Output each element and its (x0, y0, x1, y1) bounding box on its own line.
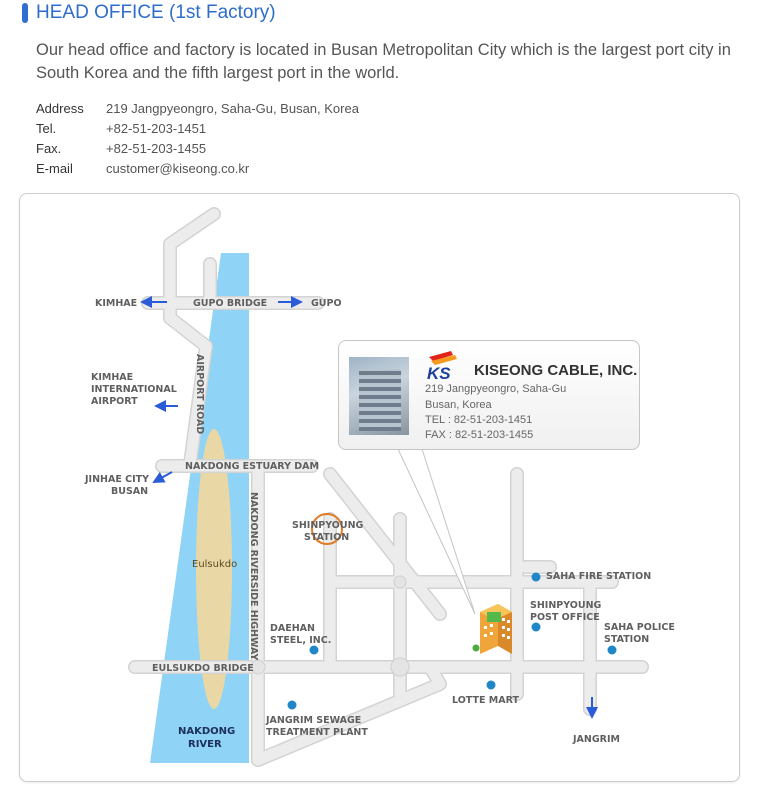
label-daehan-2: STEEL, INC. (270, 635, 332, 646)
saha-police-dot (608, 646, 617, 655)
label-kimhae: KIMHAE (95, 298, 138, 309)
callout-fax: FAX : 82-51-203-1455 (425, 429, 534, 441)
label-gupo-bridge: GUPO BRIDGE (193, 298, 268, 309)
label-jinhae-2: BUSAN (111, 486, 149, 497)
road-sw (258, 667, 440, 760)
jangrim-sewage-dot (288, 701, 297, 710)
info-row-email (36, 159, 359, 179)
fax-value: +82-51-203-1455 (106, 141, 207, 156)
label-eulsukdo-bridge: EULSUKDO BRIDGE (152, 663, 254, 674)
label-saha-police-2: STATION (604, 634, 650, 645)
company-building-icon (473, 604, 513, 654)
contact-info (36, 99, 359, 179)
label-shinpyoung-station-2: STATION (304, 532, 350, 543)
label-kimhae-airport-3: AIRPORT (91, 396, 138, 407)
label-daehan-1: DAEHAN (270, 623, 315, 634)
label-lotte-mart: LOTTE MART (452, 695, 519, 706)
intro-paragraph: Our head office and factory is located in Busan Metropolitan City which is the largest port city in South Korea and the fifth largest port in the world. (36, 41, 731, 82)
daehan-steel-dot (310, 646, 319, 655)
fax-label: Fax. (36, 141, 62, 156)
arrow-jinhae (154, 472, 172, 482)
post-office-dot (532, 623, 541, 632)
callout-pointer (398, 449, 475, 614)
label-kimhae-airport-2: INTERNATIONAL (91, 384, 177, 395)
tel-value: +82-51-203-1451 (106, 121, 207, 136)
tel-label: Tel. (36, 121, 57, 136)
label-airport-road: AIRPORT ROAD (194, 354, 205, 435)
label-eulsukdo: Eulsukdo (192, 559, 238, 570)
title-accent-bar (22, 3, 28, 23)
email-label: E-mail (36, 161, 73, 176)
label-jangrim-sewage-2: TREATMENT PLANT (266, 727, 368, 738)
label-nakdong-river-1: NAKDONG (178, 726, 236, 737)
info-row-tel (36, 119, 359, 139)
label-post-office-1: SHINPYOUNG (530, 600, 602, 611)
info-row-address (36, 99, 359, 119)
lotte-mart-dot (487, 681, 496, 690)
label-post-office-2: POST OFFICE (530, 612, 600, 623)
callout-address-2: Busan, Korea (425, 399, 492, 411)
page-title: HEAD OFFICE (1st Factory) (36, 2, 276, 23)
logo-text: KS (427, 364, 451, 381)
label-kimhae-airport-1: KIMHAE (91, 372, 134, 383)
label-jangrim-sewage-1: JANGRIM SEWAGE (266, 715, 362, 726)
location-map (19, 193, 740, 782)
label-riverside-highway: NAKDONG RIVERSIDE HIGHWAY (248, 492, 259, 661)
company-name: KISEONG CABLE, INC. (474, 362, 638, 379)
address-value: 219 Jangpyeongro, Saha-Gu, Busan, Korea (106, 101, 359, 116)
label-jangrim: JANGRIM (573, 734, 620, 745)
map-canvas (20, 194, 739, 781)
email-value[interactable]: customer@kiseong.co.kr (106, 161, 250, 176)
company-callout (338, 340, 640, 450)
factory-photo (349, 357, 409, 435)
saha-fire-station-dot (532, 573, 541, 582)
label-saha-police-1: SAHA POLICE (604, 622, 675, 633)
label-saha-fire-station: SAHA FIRE STATION (546, 571, 652, 582)
info-row-fax (36, 139, 359, 159)
label-jinhae-1: JINHAE CITY (85, 474, 149, 485)
label-nakdong-estuary-dam: NAKDONG ESTUARY DAM (185, 461, 319, 472)
junction-1 (391, 658, 409, 676)
ks-logo-icon (425, 351, 469, 381)
junction-2 (394, 576, 406, 588)
label-nakdong-river-2: RIVER (188, 739, 222, 750)
callout-tel: TEL : 82-51-203-1451 (425, 414, 533, 426)
label-shinpyoung-station-1: SHINPYOUNG (292, 520, 364, 531)
address-label: Address (36, 101, 84, 116)
callout-address-1: 219 Jangpyeongro, Saha-Gu (425, 383, 567, 395)
label-gupo: GUPO (311, 298, 342, 309)
